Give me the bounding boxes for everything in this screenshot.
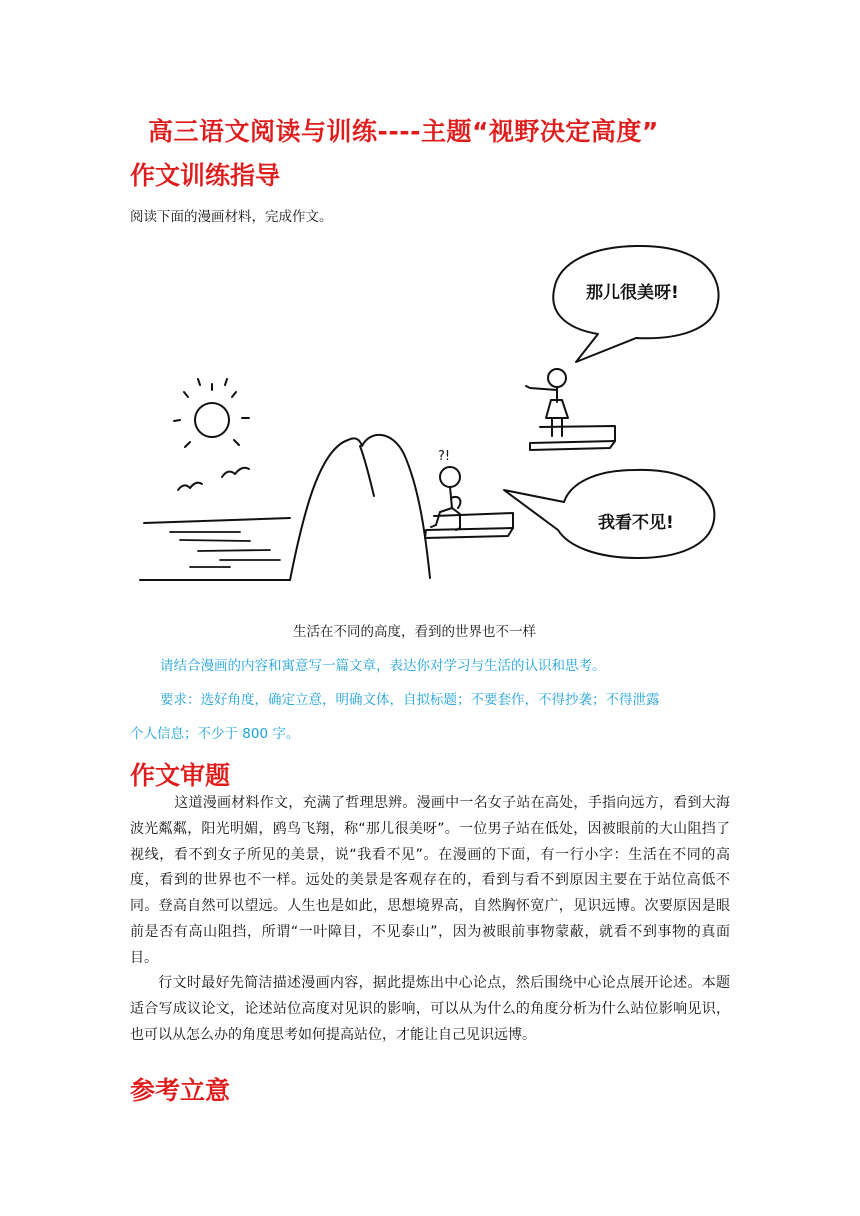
bird-icon — [222, 468, 249, 477]
section-heading-guidance: 作文训练指导 — [130, 161, 281, 190]
section-heading-analysis: 作文审题 — [130, 761, 231, 790]
comic-illustration — [130, 240, 730, 605]
document-title: 高三语文阅读与训练----主题“视野决定高度” — [148, 117, 659, 146]
intro-text: 阅读下面的漫画材料，完成作文。 — [130, 209, 333, 225]
instruction-line-1: 请结合漫画的内容和寓意写一篇文章，表达你对学习与生活的认识和思考。 — [160, 658, 606, 674]
sun-icon — [174, 379, 249, 447]
instruction-line-3: 个人信息；不少于 800 字。 — [130, 726, 300, 742]
comic-caption: 生活在不同的高度，看到的世界也不一样 — [293, 624, 536, 640]
man-figure — [431, 467, 460, 530]
high-platform — [530, 426, 615, 450]
mountain — [290, 435, 430, 580]
sea-shoreline — [144, 518, 290, 523]
analysis-paragraph-2: 行文时最好先简洁描述漫画内容，据此提炼出中心论点，然后围绕中心论点展开论述。本题适合写成议论文，论述站位高度对见识的影响，可以从为什么的角度分析为什么站位影响见识，也可以从怎么办的角度思考如何提高站位，才能让自己见识远博。 — [130, 975, 730, 1043]
instruction-line-2: 要求：选好角度，确定立意，明确文体，自拟标题；不要套作，不得抄袭；不得泄露 — [160, 692, 660, 708]
speech-text-bottom: 我看不见! — [598, 513, 674, 533]
speech-text-top: 那儿很美呀! — [586, 283, 679, 303]
question-marks: ?! — [438, 449, 451, 464]
section-heading-reference: 参考立意 — [130, 1076, 231, 1105]
speech-bubble-top — [553, 246, 718, 362]
analysis-paragraph-1: 这道漫画材料作文，充满了哲理思辨。漫画中一名女子站在高处，手指向远方，看到大海波光粼粼，阳光明媚，鸥鸟飞翔，称“那儿很美呀”。一位男子站在低处，因被眼前的大山阻挡了视线，看不到女子所见的美景，说“我看不见”。在漫画的下面，有一行小字：生活在不同的高度，看到的世界也不一样。远处的美景是客观存在的，看到与看不到原因主要在于站位高低不同。登高自然可以望远。人生也是如此，思想境界高，自然胸怀宽广，见识远博。次要原因是眼前是否有高山阻挡，所谓“一叶障目，不见泰山”，因为被眼前事物蒙蔽，就看不到事物的真面目。 — [130, 795, 730, 966]
bird-icon — [178, 483, 202, 490]
